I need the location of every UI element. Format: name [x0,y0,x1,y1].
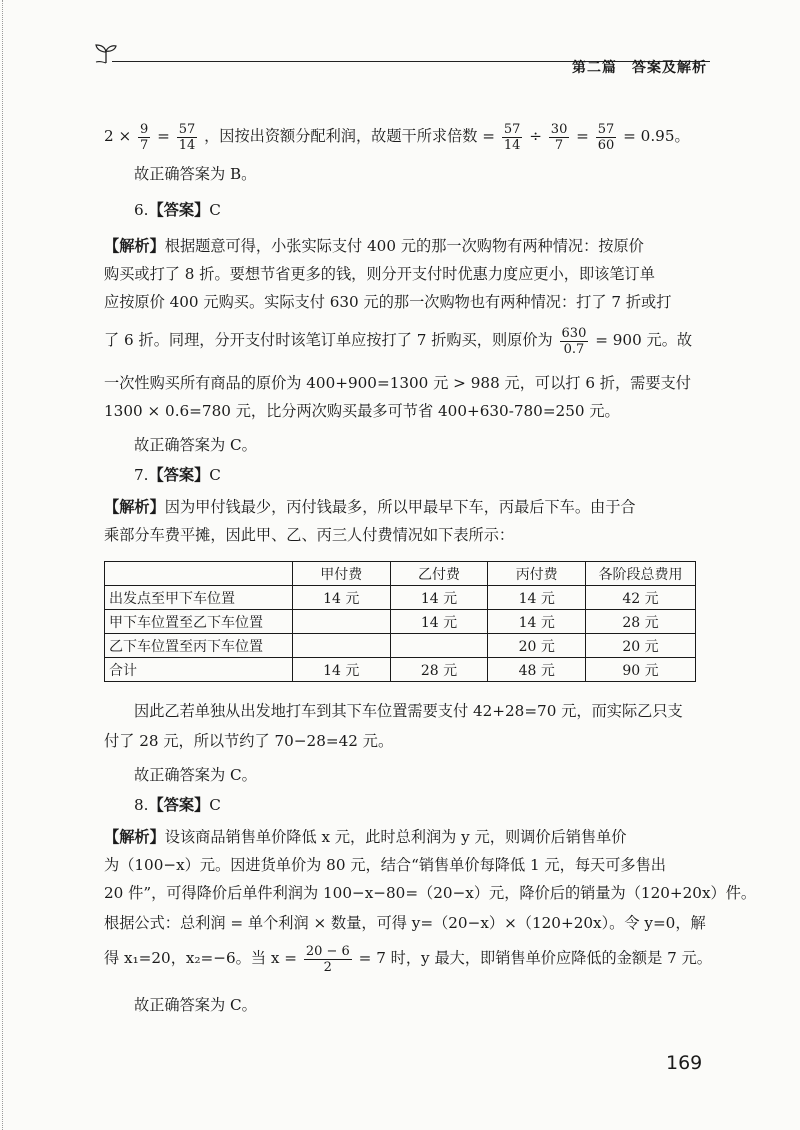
table-header-row [105,562,696,586]
fare-table [104,561,696,682]
table-row [105,658,696,682]
table-row [105,634,696,658]
q8-analysis-line: 【解析】设该商品销售单价降低 x 元，此时总利润为 y 元，则调价后销售单价 [104,828,627,846]
table-cell: 14 元 [390,586,488,610]
table-header: 乙付费 [390,562,488,586]
fraction: $\frac{30}{7}$ [550,121,568,153]
fraction: $\frac{57}{60}$ [597,121,615,153]
q8-analysis-line: 为（100−x）元。因进货单价为 80 元，结合“销售单价每降低 1 元，每天可多售出 [104,856,666,874]
q7-analysis-line: 因此乙若单独从出发地打车到其下车位置需要支付 42+28=70 元，而实际乙只支 [134,702,683,720]
table-cell: 28 元 [390,658,488,682]
q6-analysis-line: 1300 × 0.6=780 元，比分两次购买最多可节省 400+630-780=250 元。 [104,402,620,420]
table-cell: 14 元 [292,586,390,610]
fraction: $\frac{57}{14}$ [178,121,196,153]
fraction: $\frac{630}{0.7}$ [561,325,587,357]
table-cell [292,634,390,658]
table-header: 各阶段总费用 [586,562,696,586]
q8-analysis-line: 20 件”，可得降价后单件利润为 100−x−80=（20−x）元，降价后的销量为（120+20x）件。 [104,884,757,902]
fraction-line: 2 × $\frac{9}{7}$ = $\frac{57}{14}$ ，因按出资额分配利润，故题干所求倍数 = $\frac{57}{14}$ ÷ $\frac{30}{7}$ = $\frac{57}{60}$ = 0.95。 [104,121,690,153]
q6-answer: 6.【答案】C [134,201,221,219]
table-header: 丙付费 [488,562,586,586]
q7-conclusion: 故正确答案为 C。 [134,766,257,784]
q8-conclusion: 故正确答案为 C。 [134,996,257,1014]
table-cell: 乙下车位置至丙下车位置 [105,634,293,658]
table-cell: 42 元 [586,586,696,610]
q8-answer: 8.【答案】C [134,796,221,814]
fraction: $\frac{57}{14}$ [503,121,521,153]
q7-analysis-line: 【解析】因为甲付钱最少，丙付钱最多，所以甲最早下车，丙最后下车。由于合 [104,498,636,516]
q7-answer: 7.【答案】C [134,466,221,484]
table-cell: 48 元 [488,658,586,682]
table-cell: 90 元 [586,658,696,682]
running-header: 第二篇 答案及解析 [572,60,707,76]
table-row [105,610,696,634]
table-header: 甲付费 [292,562,390,586]
q8-analysis-line: 得 x₁=20，x₂=−6。当 x = $\frac{20 - 6}{2}$ = 7 时，y 最大，即销售单价应降低的金额是 7 元。 [104,943,712,975]
table-cell [292,610,390,634]
q6-analysis-line: 购买或打了 8 折。要想节省更多的钱，则分开支付时优惠力度应更小，即该笔订单 [104,265,655,283]
q6-analysis-line: 一次性购买所有商品的原价为 400+900=1300 元 > 988 元，可以打 6 折，需要支付 [104,374,691,392]
q6-conclusion: 故正确答案为 C。 [134,436,257,454]
table-cell: 20 元 [586,634,696,658]
table-cell: 甲下车位置至乙下车位置 [105,610,293,634]
table-cell: 14 元 [488,586,586,610]
q8-analysis-line: 根据公式：总利润 = 单个利润 × 数量，可得 y=（20−x）×（120+20x）。令 y=0，解 [104,914,706,932]
table-cell: 14 元 [390,610,488,634]
page-edge [2,0,4,1130]
table-cell: 14 元 [488,610,586,634]
q6-analysis-line: 应按原价 400 元购买。实际支付 630 元的那一次购物也有两种情况：打了 7 折或打 [104,293,672,311]
table-cell: 20 元 [488,634,586,658]
q5-conclusion: 故正确答案为 B。 [134,165,257,183]
fraction: $\frac{20 - 6}{2}$ [305,943,350,975]
q7-analysis-line: 付了 28 元，所以节约了 70−28=42 元。 [104,732,394,750]
table-cell: 出发点至甲下车位置 [105,586,293,610]
table-cell: 28 元 [586,610,696,634]
fraction: $\frac{9}{7}$ [140,121,149,153]
q6-analysis-line: 【解析】根据题意可得，小张实际支付 400 元的那一次购物有两种情况：按原价 [104,237,644,255]
q7-analysis-line: 乘部分车费平摊，因此甲、乙、丙三人付费情况如下表所示： [104,526,515,544]
table-cell: 合计 [105,658,293,682]
table-row [105,586,696,610]
page-number: 169 [666,1052,703,1074]
q6-analysis-line: 了 6 折。同理，分开支付时该笔订单应按打了 7 折购买，则原价为 $\frac{630}{0.7}$ = 900 元。故 [104,325,693,357]
table-cell: 14 元 [292,658,390,682]
table-cell [390,634,488,658]
table-header [105,562,293,586]
